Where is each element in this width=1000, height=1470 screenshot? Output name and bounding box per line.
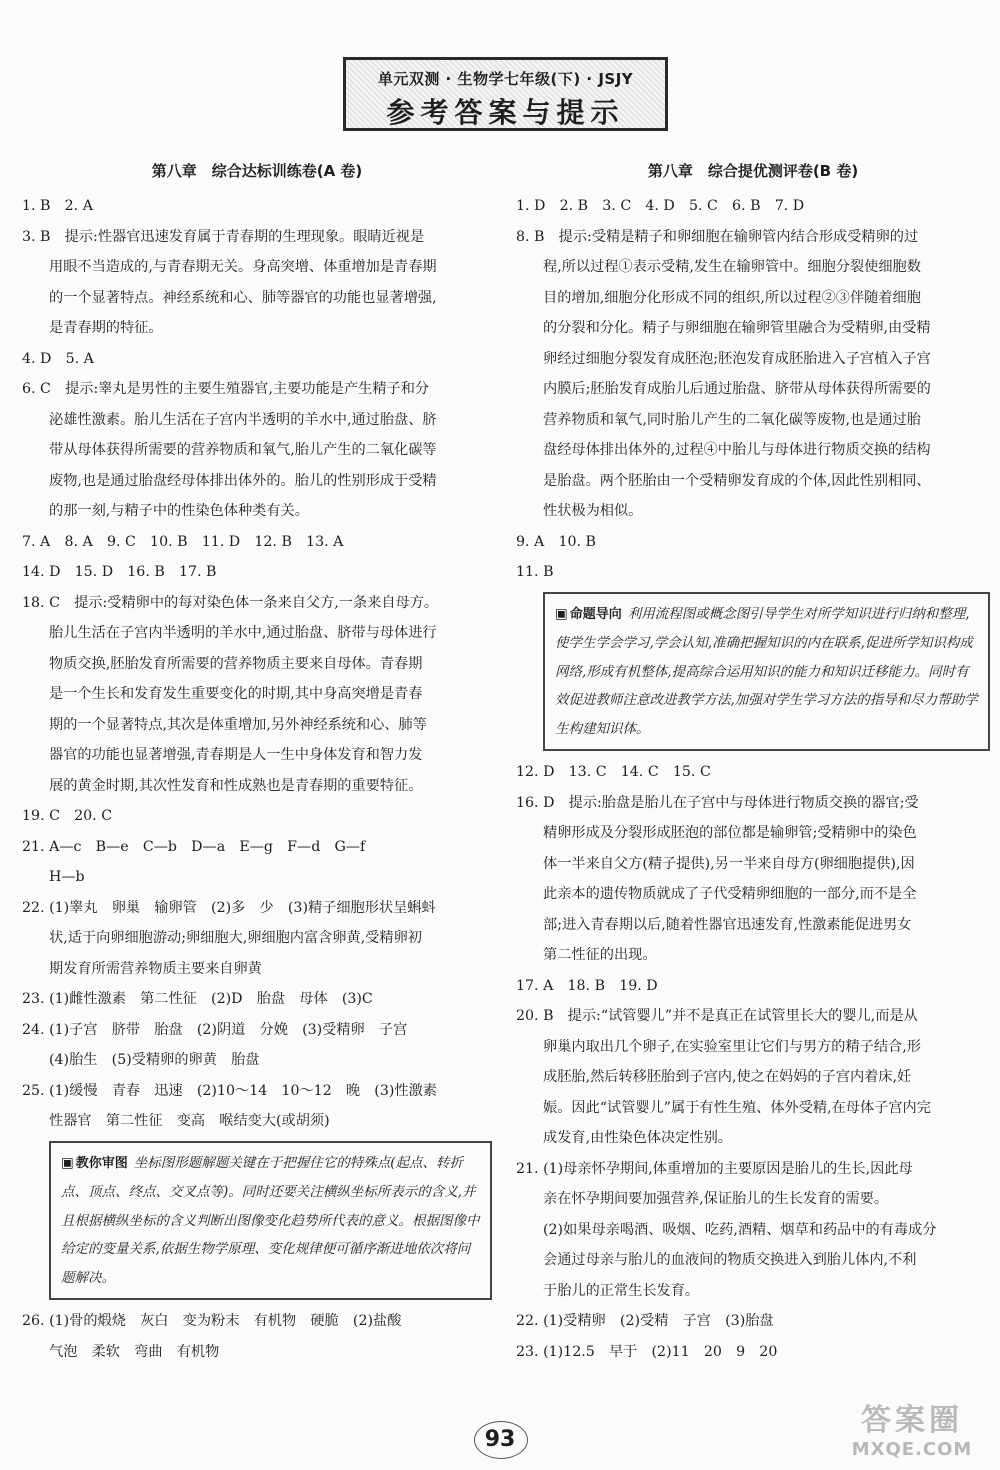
left-section-title: 第八章 综合达标训练卷(A 卷) (151, 162, 363, 180)
page-number-text: 93 (484, 1427, 516, 1452)
answer-line: 8. B 提示:受精是精子和卵细胞在输卵管内结合形成受精卵的过 (516, 228, 919, 245)
right-tip-label: 命题导向 (569, 606, 622, 622)
answer-line: 精卵形成及分裂形成胚泡的部位都是输卵管;受精卵中的染色 (543, 825, 917, 841)
answer-line: 卵经过细胞分裂发育成胚泡;胚泡发育成胚胎进入子宫植入子宫 (543, 350, 931, 367)
tip-icon: ▣ (61, 1154, 74, 1171)
answer-line: 19. C 20. C (22, 808, 113, 824)
right-answers (516, 191, 990, 588)
answer-line: 21. (1)母亲怀孕期间,体重增加的主要原因是胎儿的生长,因此母 (516, 1160, 913, 1177)
answer-line: 是一个生长和发育发生重要变化的时期,其中身高突增是青春 (49, 686, 423, 702)
answer-line: 会通过母亲与胎儿的血液间的物质交换进入到胎儿体内,不利 (543, 1252, 917, 1268)
answer-line: 22. (1)睾丸 卵巢 输卵管 (2)多 少 (3)精子细胞形状呈蝌蚪 (22, 899, 436, 916)
answer-line: 期发育所需营养物质主要来自卵黄 (49, 960, 262, 977)
answer-line: 亲在怀孕期间要加强营养,保证胎儿的生长发育的需要。 (543, 1191, 889, 1207)
answer-line: 气泡 柔软 弯曲 有机物 (49, 1343, 220, 1360)
answer-line: 11. B (516, 564, 554, 580)
answer-line: 性状极为相似。 (543, 503, 643, 519)
answer-line: 胎儿生活在子宫内半透明的羊水中,通过胎盘、脐带与母体进行 (49, 625, 437, 641)
answer-line: 卵巢内取出几个卵子,在实验室里让它们与男方的精子结合,形 (543, 1038, 921, 1055)
left-column (22, 160, 492, 1367)
answer-line: 此亲本的遗传物质就成了子代受精卵细胞的一部分,而不是全 (543, 886, 917, 902)
page-header (343, 57, 668, 131)
answer-line: 期的一个显著特点,其次是体重增加,另外神经系统和心、肺等 (49, 716, 427, 733)
answer-line: 20. B 提示:“试管婴儿”并不是真正在试管里长大的婴儿,而是从 (516, 1008, 918, 1024)
answer-line: 的一个显著特点。神经系统和心、肺等器官的功能也显著增强, (49, 289, 437, 306)
answer-line: 成发育,由性染色体决定性别。 (543, 1130, 732, 1146)
right-column (516, 160, 990, 1367)
answer-line: 7. A 8. A 9. C 10. B 11. D 12. B 13. A (22, 533, 344, 550)
answer-line: 器官的功能也显著增强,青春期是人一生中身体发育和智力发 (49, 747, 423, 763)
answer-line: 娠。因此“试管婴儿”属于有性生殖、体外受精,在母体子宫内完 (543, 1099, 931, 1116)
answer-line: 是胎盘。两个胚胎由一个受精卵发育成的个体,因此性别相同、 (543, 472, 931, 489)
answer-line: 21. A—c B—e C—b D—a E—g F—d G—f (22, 838, 366, 855)
answer-line: (4)胎生 (5)受精卵的卵黄 胎盘 (49, 1052, 260, 1068)
watermark-line2: MXQE.COM (851, 1439, 973, 1460)
answer-line: 带从母体获得所需要的营养物质和氧气,胎儿产生的二氧化碳等 (49, 442, 437, 458)
answer-line: 物质交换,胚胎发育所需要的营养物质主要来自母体。青春期 (49, 655, 423, 672)
tip-icon: ▣ (555, 605, 568, 622)
answer-line: 24. (1)子宫 脐带 胎盘 (2)阴道 分娩 (3)受精卵 子宫 (22, 1021, 408, 1038)
answer-line: 16. D 提示:胎盘是胎儿在子宫中与母体进行物质交换的器官;受 (516, 794, 919, 811)
answer-line: H—b (49, 869, 85, 885)
answer-line: 17. A 18. B 19. D (516, 977, 658, 994)
right-answers-after (516, 757, 990, 1367)
answer-line: 6. C 提示:睾丸是男性的主要生殖器官,主要功能是产生精子和分 (22, 381, 430, 397)
watermark-logo (832, 1395, 992, 1465)
answer-line: 内膜后;胚胎发育成胎儿后通过胎盘、脐带从母体获得所需要的 (543, 381, 931, 397)
answer-line: 3. B 提示:性器官迅速发育属于青春期的生理现象。眼睛近视是 (22, 228, 425, 245)
left-tip-box (49, 1141, 492, 1301)
answer-line: 1. D 2. B 3. C 4. D 5. C 6. B 7. D (516, 198, 805, 214)
right-tip-box (543, 592, 990, 752)
answer-line: 9. A 10. B (516, 533, 596, 550)
answer-line: 18. C 提示:受精卵中的每对染色体一条来自父方,一条来自母方。 (22, 594, 439, 611)
answer-line: 性器官 第二性征 变高 喉结变大(或胡须) (49, 1113, 330, 1129)
answer-line: 25. (1)缓慢 青春 迅速 (2)10～14 10～12 晚 (3)性激素 (22, 1082, 437, 1099)
answer-line: 26. (1)骨的煅烧 灰白 变为粉末 有机物 硬脆 (2)盐酸 (22, 1313, 402, 1329)
answer-line: (2)如果母亲喝酒、吸烟、吃药,酒精、烟草和药品中的有毒成分 (543, 1221, 937, 1238)
answer-line: 程,所以过程①表示受精,发生在输卵管中。细胞分裂使细胞数 (543, 259, 921, 275)
page-number (470, 1425, 530, 1455)
answer-line: 1. B 2. A (22, 198, 93, 214)
answer-line: 14. D 15. D 16. B 17. B (22, 564, 217, 580)
answer-line: 第二性征的出现。 (543, 947, 657, 963)
right-section-title: 第八章 综合提优测评卷(B 卷) (647, 162, 859, 180)
answer-line: 23. (1)12.5 早于 (2)11 20 9 20 (516, 1343, 778, 1360)
answer-line: 的那一刻,与精子中的性染色体种类有关。 (49, 503, 309, 519)
answer-line: 展的黄金时期,其次性发育和性成熟也是青春期的重要特征。 (49, 777, 423, 794)
answer-line: 4. D 5. A (22, 350, 94, 367)
answer-line: 泌雄性激素。胎儿生活在子宫内半透明的羊水中,通过胎盘、脐 (49, 411, 437, 428)
left-tip-text: 坐标图形题解题关键在于把握住它的特殊点(起点、转折点、顶点、终点、交叉点等)。同时还要关注横纵坐标所表示的含义,并且根据横纵坐标的含义判断出图像变化趋势所代表的意义。根据图像中给定的变量关系,依据生物学原理、变化规律便可循序渐进地依次将问题解决。 (61, 1154, 480, 1286)
answer-line: 于胎儿的正常生长发育。 (543, 1282, 700, 1299)
answer-line: 23. (1)雌性激素 第二性征 (2)D 胎盘 母体 (3)C (22, 991, 373, 1007)
left-tip-label: 教你审图 (75, 1155, 128, 1171)
answer-line: 部;进入青春期以后,随着性器官迅速发育,性激素能促进男女 (543, 916, 912, 933)
answer-line: 用眼不当造成的,与青春期无关。身高突增、体重增加是青春期 (49, 259, 437, 275)
answer-line: 状,适于向卵细胞游动;卵细胞大,卵细胞内富含卵黄,受精卵初 (49, 930, 422, 946)
answer-line: 体一半来自父方(精子提供),另一半来自母方(卵细胞提供),因 (543, 855, 915, 872)
left-answers (22, 191, 492, 1137)
left-answers-after (22, 1306, 492, 1367)
header-subtitle: 单元双测 · 生物学七年级(下) · JSJY (377, 70, 634, 88)
answer-line: 22. (1)受精卵 (2)受精 子宫 (3)胎盘 (516, 1313, 774, 1329)
answer-line: 盘经母体排出体外的,过程④中胎儿与母体进行物质交换的结构 (543, 442, 931, 458)
watermark-line1: 答案圈 (861, 1403, 963, 1438)
answer-line: 的分裂和分化。精子与卵细胞在输卵管里融合为受精卵,由受精 (543, 320, 931, 336)
right-tip-text: 利用流程图或概念图引导学生对所学知识进行归纳和整理,使学生学会学习,学会认知,准确把握知识的内在联系,促进所学知识构成网络,形成有机整体,提高综合运用知识的能力和知识迁移能力。同时有效促进教师注意改进教学方法,加强对学生学习方法的指导和尽力帮助学生构建知识体。 (555, 605, 978, 737)
answer-line: 是青春期的特征。 (49, 320, 163, 336)
header-title: 参考答案与提示 (386, 96, 625, 129)
answer-line: 成胚胎,然后转移胚胎到子宫内,使之在妈妈的子宫内着床,妊 (543, 1069, 912, 1085)
answer-line: 12. D 13. C 14. C 15. C (516, 764, 711, 780)
answer-line: 废物,也是通过胎盘经母体排出体外的。胎儿的性别形成于受精 (49, 472, 437, 489)
answer-line: 营养物质和氧气,同时胎儿产生的二氧化碳等废物,也是通过胎 (543, 411, 921, 428)
answer-line: 目的增加,细胞分化形成不同的组织,所以过程②③伴随着细胞 (543, 289, 921, 306)
